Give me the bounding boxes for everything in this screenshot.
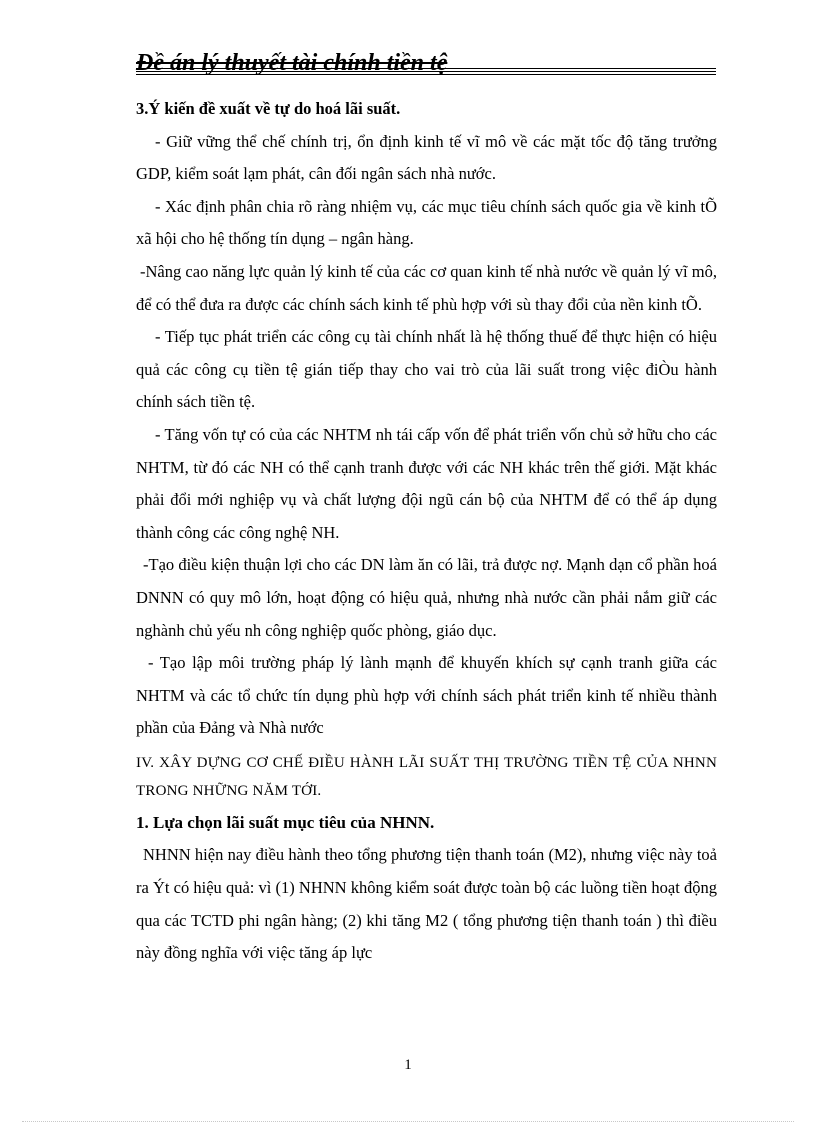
header-rule: [136, 68, 716, 69]
paragraph: - Tăng vốn tự có của các NHTM nh tái cấp vốn để phát triển vốn chủ sở hữu cho các NHTM, từ đó các NH có thể cạnh tranh được với các NH khác trên thế giới. Mặt khác phải đổi mới nghiệp vụ và chất lượng đội ngũ cán bộ của NHTM để có thể áp dụng thành công các công nghệ NH.: [136, 424, 717, 542]
paragraph: NHNN hiện nay điều hành theo tổng phương tiện thanh toán (M2), nhưng việc này toả ra Ýt có hiệu quả: vì (1) NHNN không kiểm soát được toàn bộ các luồng tiền hoạt động qua các TCTD phi ngân hàng; (2) khi tăng M2 ( tổng phương tiện thanh toán ) thì điều này đồng nghĩa với việc tăng áp lực: [136, 845, 717, 963]
header-rule: [136, 71, 716, 72]
paragraph: -Nâng cao năng lực quản lý kinh tế của các cơ quan kinh tế nhà nước về quản lý vĩ mô, để có thể đưa ra được các chính sách kinh tế phù hợp với sù thay đổi của nền kinh tÕ.: [136, 261, 717, 314]
chapter-heading: IV. XÂY DỰNG CƠ CHẾ ĐIỀU HÀNH LÃI SUẤT THỊ TRƯỜNG TIỀN TỆ CỦA NHNN TRONG NHỮNG NĂM TỚI.: [136, 754, 717, 799]
header-rule: [136, 74, 716, 75]
paragraph: - Tạo lập môi trường pháp lý lành mạnh để khuyến khích sự cạnh tranh giữa các NHTM và các tổ chức tín dụng phù hợp với chính sách phát triển kinh tế nhiều thành phần của Đảng và Nhà nước: [136, 653, 717, 738]
document-body: [136, 93, 717, 970]
page-edge: [22, 1121, 794, 1122]
paragraph: - Xác định phân chia rõ ràng nhiệm vụ, các mục tiêu chính sách quốc gia về kinh tÕ xã hội cho hệ thống tín dụng – ngân hàng.: [136, 196, 717, 249]
section-heading: 3.Ý kiến đề xuất về tự do hoá lãi suất.: [136, 99, 401, 118]
paragraph: - Tiếp tục phát triển các công cụ tài chính nhất là hệ thống thuế để thực hiện có hiệu quả các công cụ tiền tệ gián tiếp thay cho vai trò của lãi suất trong việc điÒu hành chính sách tiền tệ.: [136, 327, 717, 412]
paragraph: - Giữ vững thể chế chính trị, ổn định kinh tế vĩ mô về các mặt tốc độ tăng trưởng GDP, kiểm soát lạm phát, cân đối ngân sách nhà nước.: [136, 131, 717, 184]
page-number: 1: [404, 1057, 412, 1073]
document-title: Đề án lý thuyết tài chính tiền tệ: [136, 50, 448, 76]
paragraph: -Tạo điều kiện thuận lợi cho các DN làm ăn có lãi, trả được nợ. Mạnh dạn cổ phần hoá DNNN có quy mô lớn, hoạt động có hiệu quả, nhưng nhà nước cần phải nắm giữ các nghành chủ yếu nh công nghiệp quốc phòng, giáo dục.: [136, 555, 717, 640]
subsection-heading: 1. Lựa chọn lãi suất mục tiêu của NHNN.: [136, 812, 435, 832]
